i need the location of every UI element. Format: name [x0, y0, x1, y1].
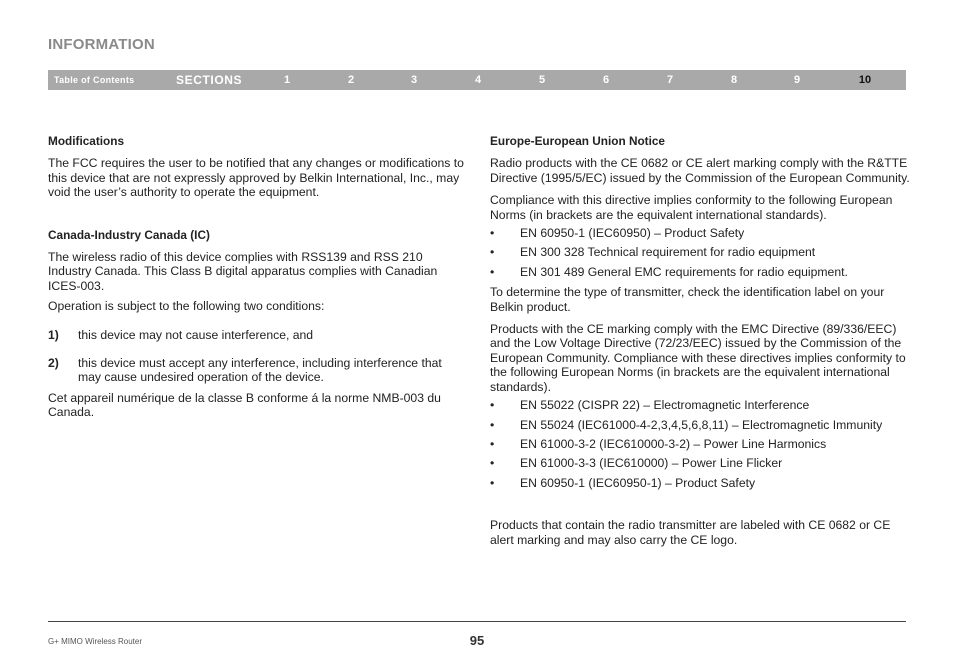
standard-text: EN 300 328 Technical requirement for radio equipment [520, 245, 816, 260]
section-title: INFORMATION [48, 36, 155, 53]
list-item [490, 226, 910, 240]
canada-conditions-intro: Operation is subject to the following two conditions: [48, 299, 325, 314]
nav-section-2[interactable]: 2 [347, 74, 355, 86]
bullet-icon: • [490, 398, 495, 413]
nav-section-10-active[interactable]: 10 [858, 74, 872, 86]
radio-standards-list [490, 226, 910, 279]
canada-heading: Canada-Industry Canada (IC) [48, 227, 210, 242]
condition-number: 2) [48, 356, 59, 371]
condition-item [48, 328, 468, 342]
nav-section-6[interactable]: 6 [602, 74, 610, 86]
modifications-text: The FCC requires the user to be notified that any changes or modifications to this device that are not expressly approved by Belkin International, Inc., may void the user’s authority to operate the equipment. [48, 156, 464, 200]
bullet-icon: • [490, 264, 495, 279]
list-item [490, 418, 910, 432]
standard-text: EN 55022 (CISPR 22) – Electromagnetic Interference [520, 398, 810, 413]
canada-french-text: Cet appareil numérique de la classe B conforme á la norme NMB-003 du Canada. [48, 390, 441, 420]
right-column [490, 134, 910, 553]
modifications-heading: Modifications [48, 134, 125, 148]
bullet-icon: • [490, 475, 495, 490]
page-number: 95 [469, 633, 485, 648]
standard-text: EN 60950-1 (IEC60950-1) – Product Safety [520, 475, 756, 490]
list-item [490, 265, 910, 279]
footer-divider [48, 621, 906, 622]
transmitter-type-text: To determine the type of transmitter, check the identification label on your Belkin product. [490, 285, 885, 314]
emc-standards-list [490, 398, 910, 490]
bullet-icon: • [490, 436, 495, 451]
standard-text: EN 301 489 General EMC requirements for radio equipment. [520, 264, 848, 279]
left-column [48, 134, 468, 426]
radio-label-text: Products that contain the radio transmitter are labeled with CE 0682 or CE alert marking and may also carry the CE logo. [490, 518, 891, 547]
nav-section-9[interactable]: 9 [793, 74, 801, 86]
list-item [490, 476, 910, 490]
condition-text: this device may not cause interference, and [78, 327, 314, 342]
bullet-icon: • [490, 226, 495, 241]
table-of-contents-link[interactable]: Table of Contents [54, 75, 135, 85]
nav-section-8[interactable]: 8 [730, 74, 738, 86]
bullet-icon: • [490, 417, 495, 432]
list-item [490, 437, 910, 451]
standard-text: EN 61000-3-2 (IEC610000-3-2) – Power Line Harmonics [520, 436, 827, 451]
bullet-icon: • [490, 456, 495, 471]
sections-label: SECTIONS [176, 73, 243, 87]
standard-text: EN 55024 (IEC61000-4-2,3,4,5,6,8,11) – Electromagnetic Immunity [520, 417, 883, 432]
bullet-icon: • [490, 245, 495, 260]
eu-notice-heading: Europe-European Union Notice [490, 134, 665, 148]
nav-section-3[interactable]: 3 [410, 74, 418, 86]
nav-section-5[interactable]: 5 [538, 74, 546, 86]
nav-section-1[interactable]: 1 [283, 74, 291, 86]
eu-compliance-text: Compliance with this directive implies conformity to the following European Norms (in brackets are the equivalent international standards). [490, 193, 893, 222]
product-name: G+ MIMO Wireless Router [48, 637, 143, 646]
condition-item [48, 356, 468, 385]
section-nav-bar [48, 70, 906, 90]
nav-section-4[interactable]: 4 [474, 74, 482, 86]
condition-number: 1) [48, 327, 59, 342]
ce-marking-text: Products with the CE marking comply with the EMC Directive (89/336/EEC) and the Low Voltage Directive (72/23/EEC) issued by the Commission of the European Community. Compliance with these directives implies conformity to the following European Norms (in brackets are the equivalent international standards). [490, 322, 906, 394]
eu-rtte-text: Radio products with the CE 0682 or CE alert marking comply with the R&TTE Directive (1995/5/EC) issued by the Commission of the European Community. [490, 156, 910, 185]
condition-text: this device must accept any interference, including interference that may cause undesired operation of the device. [78, 356, 442, 385]
standard-text: EN 61000-3-3 (IEC610000) – Power Line Flicker [520, 456, 783, 471]
list-item [490, 456, 910, 470]
nav-section-7[interactable]: 7 [666, 74, 674, 86]
standard-text: EN 60950-1 (IEC60950) – Product Safety [520, 226, 745, 241]
canada-compliance-text: The wireless radio of this device complies with RSS139 and RSS 210 Industry Canada. This Class B digital apparatus complies with Canadian ICES-003. [48, 250, 438, 293]
list-item [490, 398, 910, 412]
list-item [490, 245, 910, 259]
